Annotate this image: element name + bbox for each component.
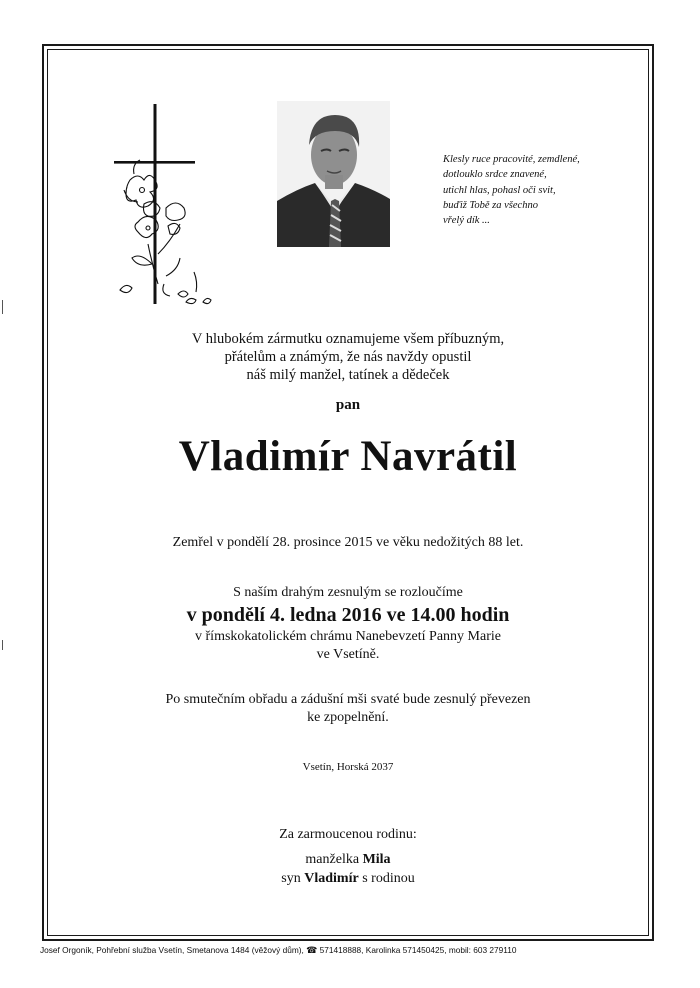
scan-edge-mark <box>2 640 3 650</box>
poem-line: vřelý dík ... <box>443 215 490 227</box>
farewell-place: v římskokatolickém chrámu Nanebevzetí Panny Marie <box>195 629 501 644</box>
death-notice: Zemřel v pondělí 28. prosince 2015 ve věku nedožitých 88 let. <box>172 535 524 550</box>
poem-line: utichl hlas, pohasl oči svit, <box>443 184 556 196</box>
poem-line: buďiž Tobě za všechno <box>443 199 538 211</box>
honorific: pan <box>335 397 361 413</box>
intro-line: náš milý manžel, tatínek a dědeček <box>246 367 450 383</box>
farewell-intro: S naším drahým zesnulým se rozloučíme <box>233 585 463 600</box>
after-ceremony <box>47 691 649 727</box>
cross-with-flowers-icon <box>108 104 220 316</box>
mourners <box>47 825 649 888</box>
after-ceremony-line: Po smutečním obřadu a zádušní mši svaté bude zesnulý převezen <box>165 692 531 707</box>
intro-line: V hlubokém zármutku oznamujeme všem příbuzným, <box>191 331 505 347</box>
mourner-line <box>47 850 649 869</box>
mourners-heading: Za zarmoucenou rodinu: <box>279 827 417 842</box>
poem-line: Klesly ruce pracovité, zemdlené, <box>443 154 580 165</box>
address: Vsetín, Horská 2037 <box>302 761 394 773</box>
footer <box>40 945 660 956</box>
farewell-event: v pondělí 4. ledna 2016 ve 14.00 hodin <box>186 604 510 626</box>
portrait-photo <box>277 101 390 247</box>
after-ceremony-line: ke zpopelnění. <box>307 710 389 725</box>
announcement-intro <box>47 330 649 384</box>
mourner-suffix: s rodinou <box>362 871 415 886</box>
mourner-name: Vladimír <box>304 871 359 886</box>
poem-line: dotlouklo srdce znavené, <box>443 169 547 181</box>
footer-phones: 571418888, Karolinka 571450425, mobil: 603 279110 <box>319 945 517 955</box>
mourner-name: Mila <box>362 852 391 867</box>
intro-line: přátelům a známým, že nás navždy opustil <box>224 349 472 365</box>
poem <box>443 152 643 228</box>
scan-edge-mark <box>2 300 3 314</box>
telephone-icon: ☎ <box>306 945 318 955</box>
deceased-name: Vladimír Navrátil <box>178 433 518 480</box>
farewell-place: ve Vsetíně. <box>316 647 380 662</box>
mourner-relation: syn <box>281 871 301 886</box>
mourner-relation: manželka <box>305 852 360 867</box>
mourner-line <box>47 869 649 888</box>
footer-company: Josef Orgoník, Pohřební služba Vsetín, Smetanova 1484 (věžový dům), <box>40 945 304 955</box>
farewell-section <box>47 584 649 664</box>
